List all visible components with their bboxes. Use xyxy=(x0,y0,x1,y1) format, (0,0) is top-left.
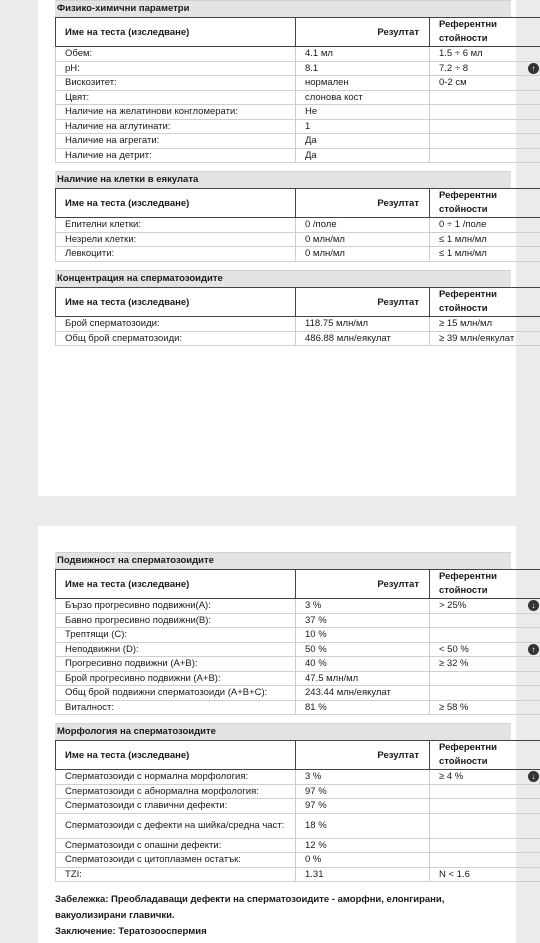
test-name: Сперматозоиди с цитоплазмен остатък: xyxy=(56,853,296,868)
test-result: Да xyxy=(296,134,430,149)
test-reference xyxy=(430,784,540,799)
header-name: Име на теста (изследване) xyxy=(56,570,296,599)
table-header-row xyxy=(56,18,540,47)
note-text: Забележка: Преобладаващи дефекти на сперматозоидите - аморфни, елонгирани, вакуолизирани главички. xyxy=(55,894,445,921)
header-name: Име на теста (изследване) xyxy=(56,189,296,218)
header-reference-line1: Референтни xyxy=(439,571,497,582)
table-row xyxy=(56,657,540,672)
reference-value: ≥ 15 млн/мл xyxy=(439,318,493,329)
test-name: Левкоцити: xyxy=(56,247,296,262)
test-result: 37 % xyxy=(296,613,430,628)
table-row xyxy=(56,90,540,105)
arrow-down-circle-icon: ↓ xyxy=(528,600,539,611)
header-reference-line1: Референтни xyxy=(439,742,497,753)
section-title: Физико-химични параметри xyxy=(55,0,511,17)
test-result: 8.1 xyxy=(296,61,430,76)
test-name: Сперматозоиди с дефекти на шийка/средна част: xyxy=(56,813,296,838)
test-result: 4.1 мл xyxy=(296,47,430,62)
table-header-row xyxy=(56,189,540,218)
reference-value: ≥ 39 млн/еякулат xyxy=(439,332,515,344)
section-motility xyxy=(55,552,536,715)
test-result: 243.44 млн/еякулат xyxy=(296,686,430,701)
test-reference xyxy=(430,671,540,686)
table-row xyxy=(56,838,540,853)
test-result: 0 млн/мл xyxy=(296,232,430,247)
results-table xyxy=(55,569,540,715)
test-name: Сперматозоиди с опашни дефекти: xyxy=(56,838,296,853)
test-result: 97 % xyxy=(296,799,430,814)
report-page-2 xyxy=(38,526,536,943)
test-name: Наличие на желатинови конгломерати: xyxy=(56,105,296,120)
test-name: Сперматозоиди с нормална морфология: xyxy=(56,770,296,785)
test-result: 0 % xyxy=(296,853,430,868)
test-name: Сперматозоиди с абнормална морфология: xyxy=(56,784,296,799)
test-name: Виталност: xyxy=(56,700,296,715)
results-table xyxy=(55,287,540,346)
results-table xyxy=(55,188,540,262)
test-reference xyxy=(430,119,540,134)
test-result: 12 % xyxy=(296,838,430,853)
reference-value: N < 1.6 xyxy=(439,868,470,880)
test-reference xyxy=(430,317,540,332)
header-reference-line2: стойности xyxy=(439,303,488,314)
test-result: 97 % xyxy=(296,784,430,799)
reference-value: ≥ 4 % xyxy=(439,771,464,782)
table-row xyxy=(56,671,540,686)
test-result: Не xyxy=(296,105,430,120)
results-table xyxy=(55,17,540,163)
reference-value: ≤ 1 млн/мл xyxy=(439,248,487,259)
test-result: Да xyxy=(296,148,430,163)
test-name: Епителни клетки: xyxy=(56,218,296,233)
header-result: Резултат xyxy=(296,288,430,317)
table-header-row xyxy=(56,288,540,317)
header-reference xyxy=(430,741,540,770)
table-row xyxy=(56,770,540,785)
header-reference xyxy=(430,189,540,218)
table-row xyxy=(56,105,540,120)
header-result: Резултат xyxy=(296,18,430,47)
table-row xyxy=(56,813,540,838)
table-row xyxy=(56,686,540,701)
section-physchem xyxy=(55,0,536,163)
test-result: 3 % xyxy=(296,599,430,614)
test-name: Брой прогресивно подвижни (A+B): xyxy=(56,671,296,686)
table-row xyxy=(56,76,540,91)
header-name: Име на теста (изследване) xyxy=(56,741,296,770)
reference-value: 0-2 см xyxy=(439,77,467,88)
test-reference xyxy=(430,105,540,120)
test-reference xyxy=(430,247,540,262)
test-reference xyxy=(430,61,540,76)
test-reference xyxy=(430,867,540,882)
test-result: 10 % xyxy=(296,628,430,643)
report-page-1 xyxy=(38,0,536,496)
test-result: 0 /поле xyxy=(296,218,430,233)
test-name: Наличие на детрит: xyxy=(56,148,296,163)
header-reference-line1: Референтни xyxy=(439,190,497,201)
table-row xyxy=(56,628,540,643)
table-header-row xyxy=(56,741,540,770)
test-result: 0 млн/мл xyxy=(296,247,430,262)
table-row xyxy=(56,784,540,799)
test-name: Сперматозоиди с главични дефекти: xyxy=(56,799,296,814)
header-name: Име на теста (изследване) xyxy=(56,288,296,317)
test-reference xyxy=(430,47,540,62)
test-result: 40 % xyxy=(296,657,430,672)
test-result: 3 % xyxy=(296,770,430,785)
table-row xyxy=(56,218,540,233)
reference-value: < 50 % xyxy=(439,643,469,655)
test-result: нормален xyxy=(296,76,430,91)
section-title: Подвижност на сперматозоидите xyxy=(55,552,511,569)
table-row xyxy=(56,853,540,868)
test-result: 47.5 млн/мл xyxy=(296,671,430,686)
test-name: Бързо прогресивно подвижни(A): xyxy=(56,599,296,614)
test-result: 18 % xyxy=(296,813,430,838)
header-reference-line1: Референтни xyxy=(439,289,497,300)
table-row xyxy=(56,47,540,62)
results-table xyxy=(55,740,540,882)
test-name: Прогресивно подвижни (A+B): xyxy=(56,657,296,672)
test-reference xyxy=(430,613,540,628)
table-row xyxy=(56,61,540,76)
test-reference xyxy=(430,76,540,91)
reference-value: 1.5 ÷ 6 мл xyxy=(439,48,483,59)
header-reference-line2: стойности xyxy=(439,33,488,44)
test-result: 1 xyxy=(296,119,430,134)
header-reference-line2: стойности xyxy=(439,756,488,767)
test-result: 50 % xyxy=(296,642,430,657)
section-title: Наличие на клетки в еякулата xyxy=(55,171,511,188)
test-name: Цвят: xyxy=(56,90,296,105)
test-reference xyxy=(430,134,540,149)
test-name: Наличие на агрегати: xyxy=(56,134,296,149)
table-row xyxy=(56,119,540,134)
test-reference xyxy=(430,838,540,853)
section-cells xyxy=(55,171,511,262)
reference-value: > 25% xyxy=(439,600,467,611)
test-reference xyxy=(430,813,540,838)
test-name: pH: xyxy=(56,61,296,76)
test-name: Общ брой сперматозоиди: xyxy=(56,331,296,346)
table-row xyxy=(56,232,540,247)
header-reference-line1: Референтни xyxy=(439,19,497,30)
table-row xyxy=(56,247,540,262)
header-reference xyxy=(430,18,540,47)
test-reference xyxy=(430,628,540,643)
header-name: Име на теста (изследване) xyxy=(56,18,296,47)
table-row xyxy=(56,317,540,332)
reference-value: 0 ÷ 1 /поле xyxy=(439,219,487,230)
test-reference xyxy=(430,799,540,814)
test-name: Бавно прогресивно подвижни(B): xyxy=(56,613,296,628)
section-morphology xyxy=(55,723,536,882)
reference-value: ≤ 1 млн/мл xyxy=(439,233,487,245)
test-result: 486.88 млн/еякулат xyxy=(296,331,430,346)
test-result: слонова кост xyxy=(296,90,430,105)
table-row xyxy=(56,613,540,628)
test-reference xyxy=(430,770,540,785)
section-title: Морфология на сперматозоидите xyxy=(55,723,511,740)
test-reference xyxy=(430,700,540,715)
section-concentration xyxy=(55,270,515,346)
arrow-up-circle-icon: ↑ xyxy=(528,63,539,74)
header-result: Резултат xyxy=(296,570,430,599)
table-row xyxy=(56,867,540,882)
reference-value: 7.2 ÷ 8 xyxy=(439,62,468,74)
test-name: Неподвижни (D): xyxy=(56,642,296,657)
conclusion-text: Заключение: Тератозооспермия xyxy=(55,926,207,937)
table-row xyxy=(56,642,540,657)
table-row xyxy=(56,700,540,715)
header-reference xyxy=(430,570,540,599)
test-name: Обем: xyxy=(56,47,296,62)
test-name: Брой сперматозоиди: xyxy=(56,317,296,332)
test-name: Трептящи (C): xyxy=(56,628,296,643)
test-reference xyxy=(430,853,540,868)
arrow-down-circle-icon: ↓ xyxy=(528,771,539,782)
test-name: Незрели клетки: xyxy=(56,232,296,247)
test-reference xyxy=(430,642,540,657)
test-reference xyxy=(430,90,540,105)
test-name: Вискозитет: xyxy=(56,76,296,91)
table-row xyxy=(56,799,540,814)
test-result: 81 % xyxy=(296,700,430,715)
table-row xyxy=(56,134,540,149)
test-name: Наличие на аглутинати: xyxy=(56,119,296,134)
header-result: Резултат xyxy=(296,189,430,218)
arrow-up-circle-icon: ↑ xyxy=(528,644,539,655)
table-row xyxy=(56,331,540,346)
table-header-row xyxy=(56,570,540,599)
table-row xyxy=(56,148,540,163)
reference-value: ≥ 32 % xyxy=(439,658,469,669)
test-name: Общ брой подвижни сперматозоиди (A+B+C): xyxy=(56,686,296,701)
table-row xyxy=(56,599,540,614)
test-name: TZI: xyxy=(56,867,296,882)
test-reference xyxy=(430,331,540,346)
section-title: Концентрация на сперматозоидите xyxy=(55,270,511,287)
test-reference xyxy=(430,148,540,163)
header-reference-line2: стойности xyxy=(439,585,488,596)
test-result: 1.31 xyxy=(296,867,430,882)
header-reference-line2: стойности xyxy=(439,204,488,215)
reference-value: ≥ 58 % xyxy=(439,701,469,713)
test-reference xyxy=(430,686,540,701)
header-reference xyxy=(430,288,540,317)
test-reference xyxy=(430,218,540,233)
test-result: 118.75 млн/мл xyxy=(296,317,430,332)
test-reference xyxy=(430,599,540,614)
header-result: Резултат xyxy=(296,741,430,770)
test-reference xyxy=(430,657,540,672)
test-reference xyxy=(430,232,540,247)
